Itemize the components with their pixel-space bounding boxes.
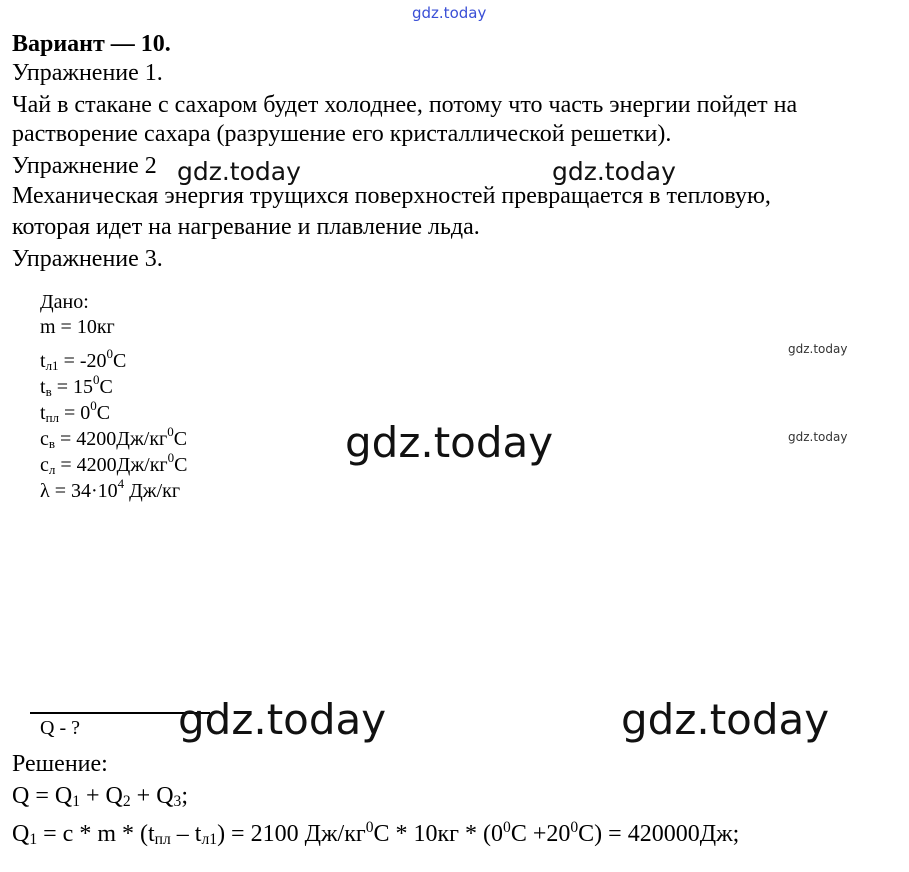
solution-label: Решение: (12, 751, 108, 777)
exercise-1-heading: Упражнение 1. (12, 60, 163, 86)
given-ice-heat-capacity: $c_л = 4200Дж/кг^0С$ (40, 450, 188, 477)
exercise-1-text-line-1: Чай в стакане с сахаром будет холоднее, потому что часть энергии пойдет на (12, 92, 798, 118)
given-label: Дано: (40, 291, 89, 313)
given-ice-temp: $t_{л1} = -20^0С$ (40, 346, 127, 373)
watermark-bottom-left: gdz.today (178, 695, 387, 744)
watermark-bottom-right: gdz.today (621, 695, 830, 744)
watermark-mid-right: gdz.today (552, 157, 676, 186)
given-mass: m = 10кг (40, 316, 115, 338)
equation-q1: $Q_1 = c * m * (t_{пл} - t_{л1}) = 2100$ $Дж/кг^0С * 10кг * (0^0С +20^0С) = 420000Дж$; (12, 819, 740, 848)
exercise-2-text-line-1: Механическая энергия трущихся поверхностей превращается в тепловую, (12, 183, 771, 209)
exercise-1-text-line-2: растворение сахара (разрушение его кристаллической решетки). (12, 121, 672, 147)
watermark-small-1: gdz.today (788, 342, 848, 356)
given-melting-temp: $t_{пл} = 0^0С$ (40, 398, 111, 425)
watermark-top: gdz.today (412, 4, 487, 22)
given-latent-heat: $\lambda = 34\cdot 10^4$ Дж/кг (40, 476, 181, 502)
watermark-mid-left: gdz.today (177, 157, 301, 186)
exercise-3-heading: Упражнение 3. (12, 246, 163, 272)
exercise-2-heading: Упражнение 2 (12, 153, 157, 179)
watermark-small-2: gdz.today (788, 430, 848, 444)
find-label: Q - ? (40, 717, 80, 739)
exercise-2-text-line-2: которая идет на нагревание и плавление льда. (12, 214, 480, 240)
variant-title: Вариант — 10. (12, 31, 171, 57)
given-water-temp: $t_в = 15^0С$ (40, 372, 113, 399)
equation-total-heat: $Q = Q_1 + Q_2 + Q_3$; (12, 783, 189, 810)
given-water-heat-capacity: $c_в = 4200Дж/кг^0С$ (40, 424, 188, 451)
watermark-center: gdz.today (345, 418, 554, 467)
